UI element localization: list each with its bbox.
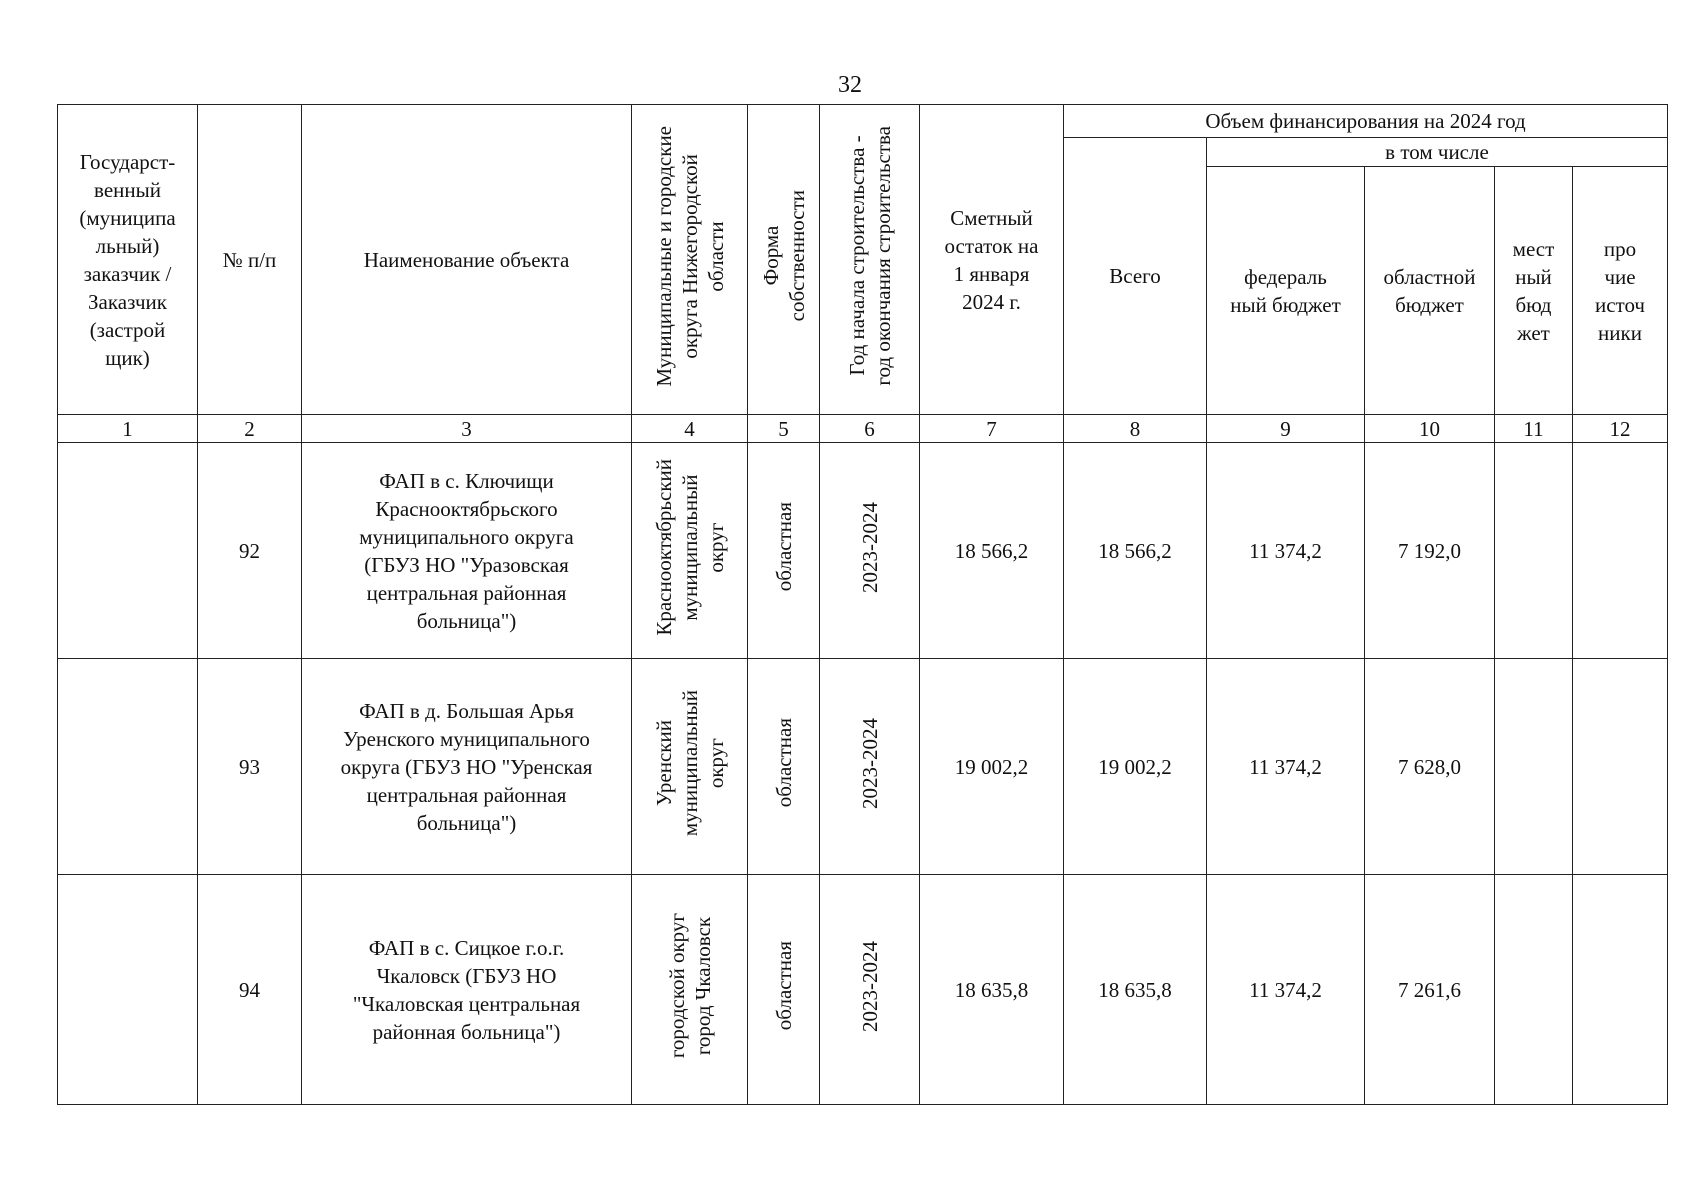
financing-table <box>57 104 1668 1105</box>
cell-ownership: областная <box>748 659 820 875</box>
header-total: Всего <box>1064 138 1207 415</box>
header-number: № п/п <box>198 105 302 415</box>
cell-municipality: городской округ город Чкаловск <box>632 875 748 1105</box>
cell-ownership: областная <box>748 443 820 659</box>
cell-total: 18 566,2 <box>1064 443 1207 659</box>
column-number: 2 <box>198 415 302 443</box>
cell-number: 93 <box>198 659 302 875</box>
cell-federal: 11 374,2 <box>1207 659 1365 875</box>
page-number: 32 <box>838 72 862 98</box>
cell-object-name: ФАП в с. Сицкое г.о.г. Чкаловск (ГБУЗ НО "Чкаловская центральная районная больница") <box>302 875 632 1105</box>
column-number: 11 <box>1495 415 1573 443</box>
cell-regional: 7 261,6 <box>1365 875 1495 1105</box>
column-number: 1 <box>58 415 198 443</box>
cell-local <box>1495 443 1573 659</box>
cell-number: 94 <box>198 875 302 1105</box>
header-federal: федераль ный бюджет <box>1207 167 1365 415</box>
column-numbers-row <box>58 415 1668 443</box>
cell-other <box>1573 659 1668 875</box>
column-number: 3 <box>302 415 632 443</box>
cell-other <box>1573 443 1668 659</box>
cell-estimated-balance: 18 635,8 <box>920 875 1064 1105</box>
table-row <box>58 443 1668 659</box>
cell-other <box>1573 875 1668 1105</box>
cell-customer <box>58 443 198 659</box>
table-row <box>58 659 1668 875</box>
header-customer: Государст- венный (муниципа льный) заказчик / Заказчик (застрой щик) <box>58 105 198 415</box>
column-number: 6 <box>820 415 920 443</box>
cell-object-name: ФАП в д. Большая Арья Уренского муниципального округа (ГБУЗ НО "Уренская центральная районная больница") <box>302 659 632 875</box>
header-object-name: Наименование объекта <box>302 105 632 415</box>
cell-object-name: ФАП в с. Ключищи Краснооктябрьского муниципального округа (ГБУЗ НО "Уразовская центральная районная больница") <box>302 443 632 659</box>
header-years: Год начала строительства - год окончания строительства <box>820 105 920 415</box>
header-local: мест ный бюд жет <box>1495 167 1573 415</box>
cell-municipality: Краснооктябрьский муниципальный округ <box>632 443 748 659</box>
cell-customer <box>58 659 198 875</box>
header-financing: Объем финансирования на 2024 год <box>1064 105 1668 138</box>
cell-federal: 11 374,2 <box>1207 875 1365 1105</box>
cell-regional: 7 628,0 <box>1365 659 1495 875</box>
header-estimated-balance: Сметный остаток на 1 января 2024 г. <box>920 105 1064 415</box>
cell-municipality: Уренский муниципальный округ <box>632 659 748 875</box>
column-number: 9 <box>1207 415 1365 443</box>
cell-total: 18 635,8 <box>1064 875 1207 1105</box>
cell-estimated-balance: 19 002,2 <box>920 659 1064 875</box>
cell-years: 2023-2024 <box>820 875 920 1105</box>
cell-regional: 7 192,0 <box>1365 443 1495 659</box>
header-municipality: Муниципальные и городские округа Нижегородской области <box>632 105 748 415</box>
column-number: 4 <box>632 415 748 443</box>
cell-local <box>1495 659 1573 875</box>
cell-local <box>1495 875 1573 1105</box>
header-other: про чие источ ники <box>1573 167 1668 415</box>
header-regional: областной бюджет <box>1365 167 1495 415</box>
cell-customer <box>58 875 198 1105</box>
cell-number: 92 <box>198 443 302 659</box>
column-number: 12 <box>1573 415 1668 443</box>
cell-ownership: областная <box>748 875 820 1105</box>
cell-years: 2023-2024 <box>820 443 920 659</box>
cell-total: 19 002,2 <box>1064 659 1207 875</box>
cell-estimated-balance: 18 566,2 <box>920 443 1064 659</box>
column-number: 7 <box>920 415 1064 443</box>
column-number: 8 <box>1064 415 1207 443</box>
column-number: 10 <box>1365 415 1495 443</box>
cell-years: 2023-2024 <box>820 659 920 875</box>
table-row <box>58 875 1668 1105</box>
header-ownership: Форма собственности <box>748 105 820 415</box>
header-row-1 <box>58 105 1668 138</box>
header-including: в том числе <box>1207 138 1668 167</box>
column-number: 5 <box>748 415 820 443</box>
cell-federal: 11 374,2 <box>1207 443 1365 659</box>
